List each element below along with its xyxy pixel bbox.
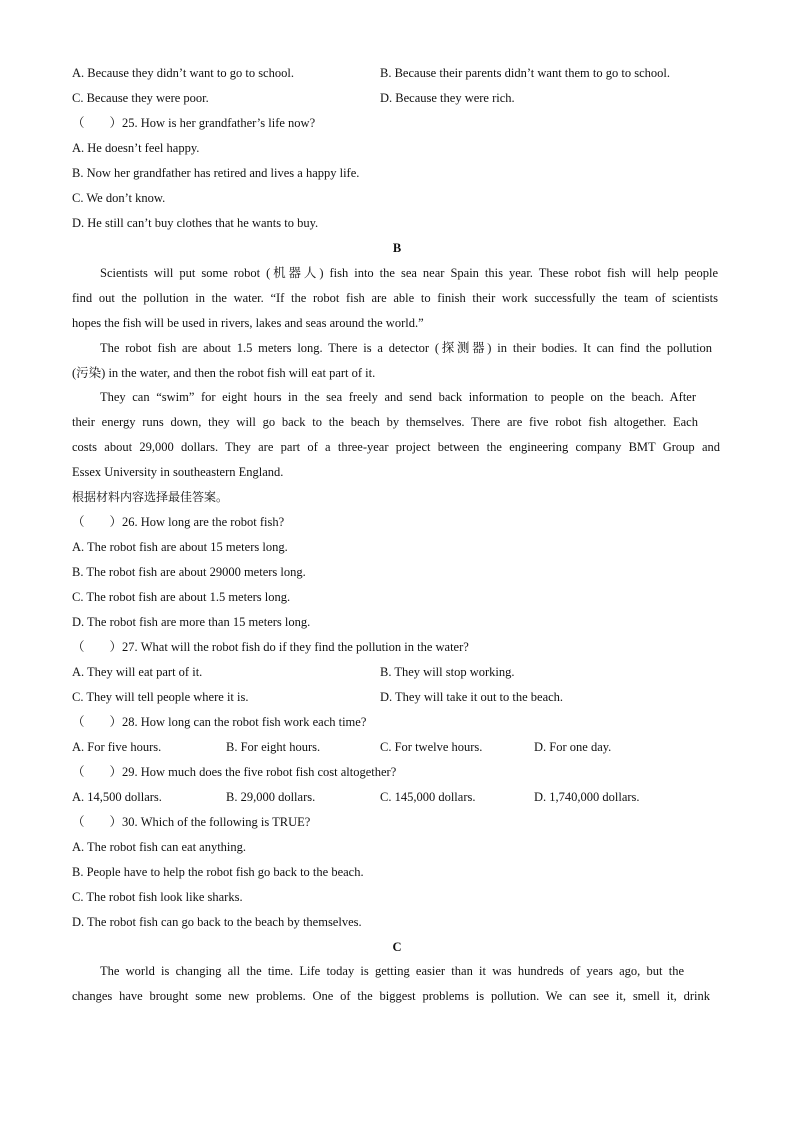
q25-option-d: D. He still can’t buy clothes that he wants to buy. xyxy=(72,216,319,230)
q29-option-b: B. 29,000 dollars. xyxy=(226,790,316,804)
q27-stem: （ ）27. What will the robot fish do if they find the pollution in the water? xyxy=(72,640,469,654)
q24-option-c: C. Because they were poor. xyxy=(72,91,209,105)
q28-stem: （ ）28. How long can the robot fish work each time? xyxy=(72,715,367,729)
section-b-paragraph-3-line-3: costs about 29,000 dollars. They are part of a three-year project between the engineering company BMT Group and xyxy=(72,440,720,454)
q24-option-a: A. Because they didn’t want to go to school. xyxy=(72,66,294,80)
section-c-paragraph-1-line-1: The world is changing all the time. Life today is getting easier than it was hundreds of years ago, but the xyxy=(100,964,684,978)
q30-option-b: B. People have to help the robot fish go back to the beach. xyxy=(72,865,364,879)
q29-option-a: A. 14,500 dollars. xyxy=(72,790,162,804)
section-b-paragraph-3-line-4: Essex University in southeastern England. xyxy=(72,465,284,479)
section-b-heading: B xyxy=(392,241,402,255)
section-c-paragraph-1-line-2: changes have brought some new problems. One of the biggest problems is pollution. We can see it, smell it, drink xyxy=(72,989,710,1003)
q28-option-b: B. For eight hours. xyxy=(226,740,321,754)
q28-option-c: C. For twelve hours. xyxy=(380,740,483,754)
q30-option-c: C. The robot fish look like sharks. xyxy=(72,890,243,904)
q24-option-d: D. Because they were rich. xyxy=(380,91,515,105)
section-b-instruction: 根据材料内容选择最佳答案。 xyxy=(72,490,229,504)
section-b-paragraph-1-line-2: find out the pollution in the water. “If the robot fish are able to finish their work successfully the team of scientists xyxy=(72,291,718,305)
q25-option-a: A. He doesn’t feel happy. xyxy=(72,141,200,155)
q25-stem: （ ）25. How is her grandfather’s life now? xyxy=(72,116,316,130)
section-c-heading: C xyxy=(392,940,402,954)
section-b-paragraph-1-line-1: Scientists will put some robot (机器人) fish into the sea near Spain this year. These robot fish will help people xyxy=(100,266,718,280)
section-b-paragraph-3-line-2: their energy runs down, they will go back to the beach by themselves. There are five robot fish altogether. Each xyxy=(72,415,698,429)
section-b-paragraph-3-line-1: They can “swim” for eight hours in the sea freely and send back information to people on the beach. After xyxy=(100,390,696,404)
q28-option-a: A. For five hours. xyxy=(72,740,162,754)
q29-stem: （ ）29. How much does the five robot fish cost altogether? xyxy=(72,765,397,779)
q26-option-b: B. The robot fish are about 29000 meters long. xyxy=(72,565,306,579)
section-b-paragraph-2-line-2: (污染) in the water, and then the robot fish will eat part of it. xyxy=(72,366,376,380)
q26-option-c: C. The robot fish are about 1.5 meters long. xyxy=(72,590,291,604)
q27-option-c: C. They will tell people where it is. xyxy=(72,690,249,704)
q25-option-b: B. Now her grandfather has retired and lives a happy life. xyxy=(72,166,360,180)
q26-stem: （ ）26. How long are the robot fish? xyxy=(72,515,285,529)
q26-option-d: D. The robot fish are more than 15 meters long. xyxy=(72,615,311,629)
q30-option-d: D. The robot fish can go back to the beach by themselves. xyxy=(72,915,362,929)
q29-option-d: D. 1,740,000 dollars. xyxy=(534,790,640,804)
section-b-paragraph-2-line-1: The robot fish are about 1.5 meters long. There is a detector (探测器) in their bodies. It can find the pollution xyxy=(100,341,712,355)
q26-option-a: A. The robot fish are about 15 meters long. xyxy=(72,540,288,554)
q27-option-a: A. They will eat part of it. xyxy=(72,665,203,679)
q27-option-b: B. They will stop working. xyxy=(380,665,515,679)
q30-stem: （ ）30. Which of the following is TRUE? xyxy=(72,815,311,829)
q25-option-c: C. We don’t know. xyxy=(72,191,166,205)
q27-option-d: D. They will take it out to the beach. xyxy=(380,690,564,704)
q28-option-d: D. For one day. xyxy=(534,740,612,754)
q30-option-a: A. The robot fish can eat anything. xyxy=(72,840,247,854)
section-b-paragraph-1-line-3: hopes the fish will be used in rivers, lakes and seas around the world.” xyxy=(72,316,424,330)
q29-option-c: C. 145,000 dollars. xyxy=(380,790,476,804)
q24-option-b: B. Because their parents didn’t want them to go to school. xyxy=(380,66,670,80)
